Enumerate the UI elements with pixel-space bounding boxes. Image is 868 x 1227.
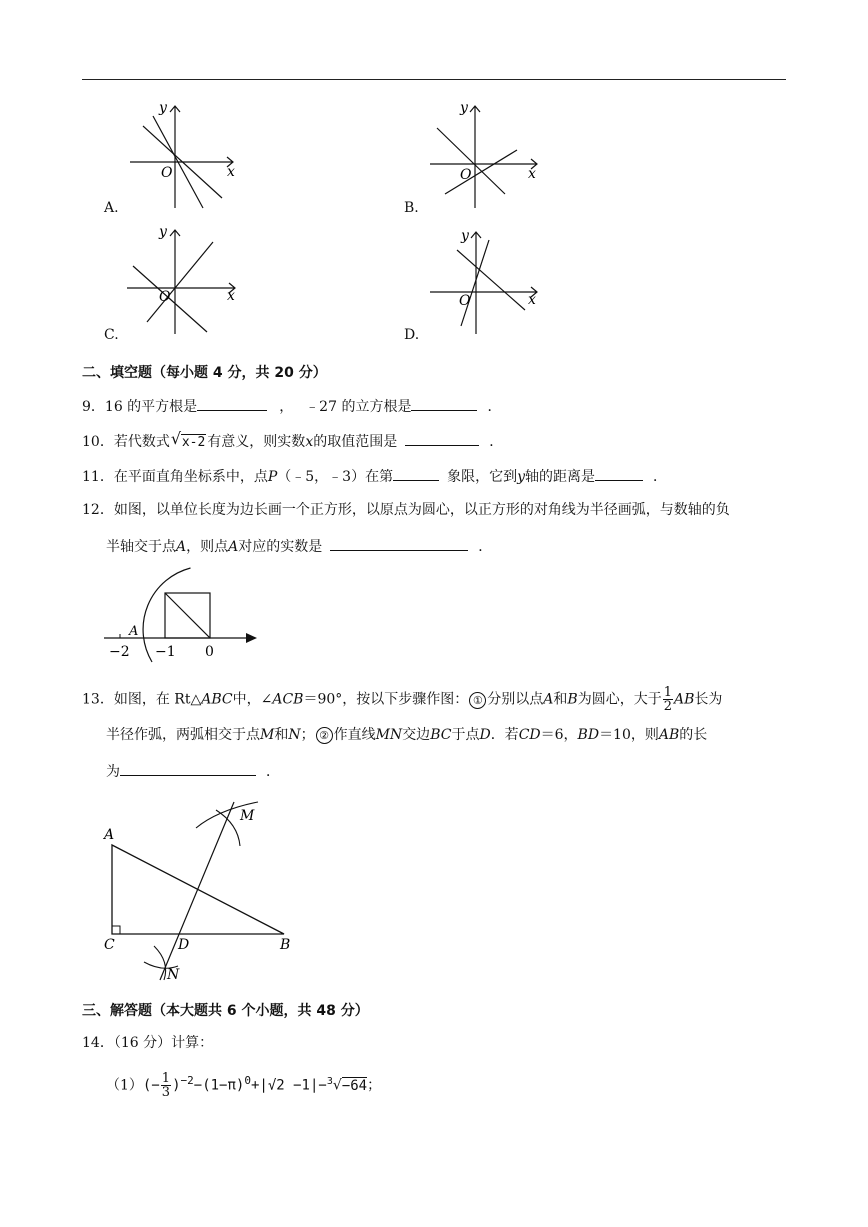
q13-bc: BC [430,727,452,743]
q9-blank-2[interactable] [411,396,477,411]
q13-n: N [288,727,301,743]
tick-label-minus-1: −1 [155,644,176,660]
q13-a: A [543,691,554,708]
q11-blank-1[interactable] [393,466,439,481]
q11-coords: （﹣5，﹣3） [277,469,366,485]
x-label: x [528,292,536,308]
q13-t6: 为圆心，大于 [577,691,662,708]
number-line-figure [98,562,264,664]
question-13-line-1 [82,686,722,713]
graph-option-d [425,222,545,337]
option-d-label: D. [404,327,420,343]
number-line-arrow-icon [246,633,257,643]
right-angle-mark [112,926,120,934]
radical-sign-icon: √ [332,1077,342,1094]
line-1 [437,128,505,194]
question-11 [82,466,667,486]
question-12-line-1: 12．如图，以单位长度为边长画一个正方形，以原点为圆心，以正方形的对角线为半径画弧，与数轴的负 [82,502,730,518]
q13-t4: 分别以点 [487,691,544,708]
x-label: x [528,166,536,182]
vertex-c-label: C [104,937,115,953]
q13-ab: AB [673,691,695,708]
q13-t1: 如图，在 Rt△ [113,691,202,708]
q13-t3: ＝90°，按以下步骤作图： [303,691,469,708]
q13-l2e: ．若 [490,727,519,743]
q12-text-b: ，则点 [186,539,229,555]
q10-end: ． [489,434,504,450]
y-label: y [159,224,167,240]
q10-var: x [305,434,314,450]
line-2 [445,150,517,194]
graph-option-b [425,98,545,210]
option-b-label: B. [404,200,419,216]
q10-number: 10． [82,434,114,450]
q9-text-2: ﹣27 的立方根是 [305,399,412,415]
q12-text-c: 对应的实数是 [238,539,323,555]
q13-end: ． [266,764,280,780]
q13-ab2: AB [658,727,680,743]
q11-axis: y [517,469,525,485]
q14-semi: ； [367,1077,382,1094]
question-12-line-2 [106,536,492,556]
section-title-fill-in: 二、填空题（每小题 4 分，共 20 分） [82,365,327,381]
question-13-line-2 [106,726,707,744]
line-2 [461,240,489,326]
vertex-a-label: A [104,827,115,843]
triangle-construction-figure [98,800,308,990]
q14-paren-close: ) [172,1077,181,1094]
q13-acb: ACB [272,691,304,708]
q9-text-1: 16 的平方根是 [104,399,198,415]
x-label: x [227,164,235,180]
graph-option-c [125,222,245,337]
q13-frac-num: 1 [663,685,672,700]
point-m-label: M [240,808,255,824]
q13-b: B [567,691,578,708]
q10-radical [170,429,206,452]
q11-text-2: 在第 [365,469,394,485]
radical-sign-icon: √ [170,429,182,448]
q14-pi-term: (1−π) [202,1077,245,1094]
origin-label: O [161,165,173,181]
q12-blank[interactable] [330,536,468,551]
q9-sep: ， [279,399,294,415]
q14-abs-term: |√2 −1| [259,1077,319,1094]
question-10 [82,431,503,452]
q9-blank-1[interactable] [197,396,267,411]
q13-l2h: 的长 [679,727,708,743]
step-1-marker: ① [469,692,486,709]
q9-number: 9． [82,399,105,415]
y-label: y [159,100,167,116]
q14-frac-den: 3 [161,1085,171,1101]
q12-point-a-2: A [228,539,239,555]
q11-blank-2[interactable] [595,466,643,481]
question-9 [82,396,501,416]
option-a-label: A. [104,200,119,216]
q13-l2c: 交边 [402,727,431,743]
q13-frac-den: 2 [663,699,672,714]
q11-point: P [267,469,278,485]
q14-exp1: −2 [180,1074,194,1087]
x-label: x [227,288,235,304]
q14-cube-index: 3 [326,1076,333,1087]
q13-l2a: 半径作弧，两弧相交于点 [106,727,260,743]
q9-end: ． [487,399,502,415]
option-c-label: C. [104,327,119,343]
origin-label: O [460,167,472,183]
q13-m: M [260,727,275,743]
q10-radicand: x-2 [181,435,206,450]
label-a: A [129,624,139,639]
question-13-line-3 [106,761,280,781]
origin-label: O [459,293,471,309]
q12-point-a: A [176,539,187,555]
q11-text-3: 象限，它到 [447,469,518,485]
q13-abc: ABC [201,691,233,708]
q14-exp2: 0 [244,1074,251,1087]
q10-blank[interactable] [405,431,479,446]
graph-option-a [125,98,245,210]
q14-frac-num: 1 [161,1071,171,1087]
q13-cd: CD [518,727,541,743]
q14-minus1: − [193,1077,203,1094]
q13-t5: 和 [553,691,568,708]
tick-label-0: 0 [205,644,214,660]
line-mn [160,802,234,980]
q13-bd: BD [577,727,600,743]
point-n-label: N [167,967,180,983]
y-label: y [461,228,469,244]
q14-paren-open: (− [142,1077,160,1094]
q13-l3: 为 [106,764,120,780]
line-2 [147,242,213,322]
q13-d: D [479,727,491,743]
question-14-head: 14．（16 分）计算： [82,1035,214,1051]
q13-semi: ； [300,727,315,743]
q14-cube-radicand: −64 [341,1077,368,1094]
q13-mn: MN [375,727,403,743]
q13-l2b: 作直线 [333,727,376,743]
q13-t2: 中，∠ [232,691,273,708]
q12-end: ． [478,539,493,555]
square-diagonal [165,593,210,638]
q13-t7: 长为 [694,691,723,708]
q11-number: 11． [82,469,114,485]
point-d-label: D [178,937,190,953]
origin-label: O [159,289,171,305]
q14-sub1: （1） [106,1077,143,1094]
q13-l2f: ＝6， [540,727,578,743]
q11-end: ． [653,469,667,485]
q12-text-a: 半轴交于点 [106,539,176,555]
y-label: y [460,100,468,116]
q13-l2g: ＝10，则 [599,727,659,743]
question-14-part-1 [106,1072,381,1102]
q13-number: 13． [82,691,114,708]
q11-text-4: 轴的距离是 [525,469,595,485]
header-rule [82,79,786,80]
q14-plus: + [250,1077,260,1094]
vertex-b-label: B [280,937,291,953]
q14-minus2: − [318,1077,327,1094]
tick-label-minus-2: −2 [109,644,130,660]
q10-text-2: 有意义，则实数 [207,434,306,450]
q10-text-1: 若代数式 [113,434,170,450]
arc-n-2 [154,946,166,980]
q13-fraction [663,686,673,713]
q13-and: 和 [274,727,289,743]
step-2-marker: ② [316,727,333,744]
q13-l2d: 于点 [451,727,480,743]
q14-fraction [161,1072,171,1099]
q13-blank[interactable] [120,761,256,776]
section-title-solutions: 三、解答题（本大题共 6 个小题，共 48 分） [82,1003,369,1019]
q10-text-3: 的取值范围是 [313,434,398,450]
q11-text-1: 在平面直角坐标系中，点 [113,469,268,485]
